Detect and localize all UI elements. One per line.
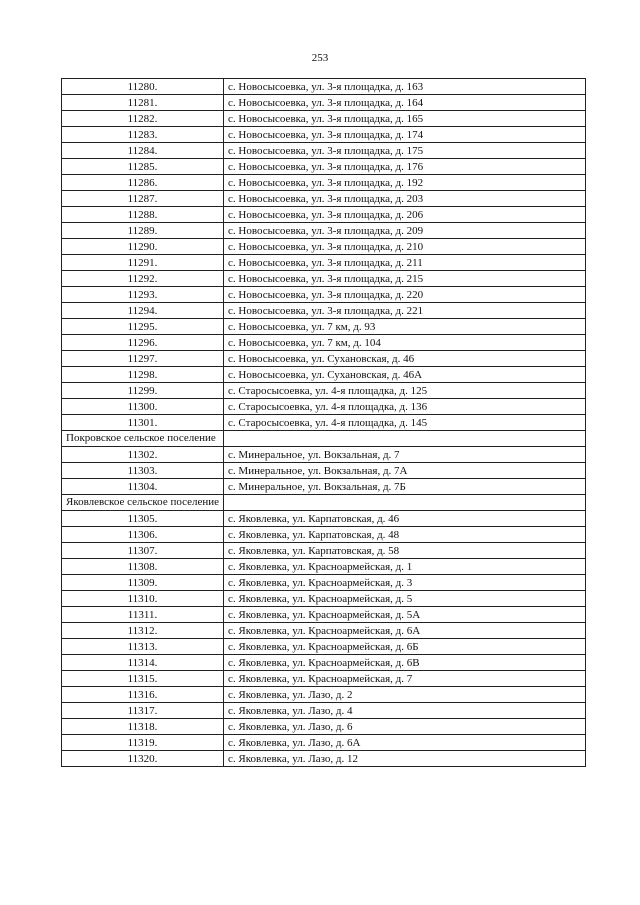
row-number: 11309.	[62, 575, 224, 591]
row-number: 11298.	[62, 367, 224, 383]
row-address: с. Яковлевка, ул. Красноармейская, д. 6Б	[224, 639, 586, 655]
table-row	[62, 319, 586, 335]
row-number: 11314.	[62, 655, 224, 671]
row-address: с. Новосысоевка, ул. 3-я площадка, д. 206	[224, 207, 586, 223]
row-number: 11282.	[62, 111, 224, 127]
table-row	[62, 367, 586, 383]
row-address: с. Новосысоевка, ул. 3-я площадка, д. 210	[224, 239, 586, 255]
row-number: 11310.	[62, 591, 224, 607]
row-number: 11284.	[62, 143, 224, 159]
table-row	[62, 671, 586, 687]
row-number: 11289.	[62, 223, 224, 239]
row-address: с. Яковлевка, ул. Красноармейская, д. 5	[224, 591, 586, 607]
address-registry-table	[61, 78, 586, 767]
row-address: с. Яковлевка, ул. Красноармейская, д. 3	[224, 575, 586, 591]
row-address: с. Новосысоевка, ул. 3-я площадка, д. 175	[224, 143, 586, 159]
row-number: 11297.	[62, 351, 224, 367]
table-row	[62, 687, 586, 703]
row-address: с. Новосысоевка, ул. 3-я площадка, д. 211	[224, 255, 586, 271]
row-address: с. Яковлевка, ул. Лазо, д. 4	[224, 703, 586, 719]
row-address: с. Яковлевка, ул. Красноармейская, д. 1	[224, 559, 586, 575]
row-address: с. Новосысоевка, ул. 3-я площадка, д. 221	[224, 303, 586, 319]
row-address: с. Новосысоевка, ул. 3-я площадка, д. 163	[224, 79, 586, 95]
row-address: с. Новосысоевка, ул. 3-я площадка, д. 215	[224, 271, 586, 287]
row-address: с. Яковлевка, ул. Красноармейская, д. 6В	[224, 655, 586, 671]
table-row	[62, 559, 586, 575]
row-number: 11304.	[62, 479, 224, 495]
table-row	[62, 623, 586, 639]
row-address: с. Яковлевка, ул. Карпатовская, д. 48	[224, 527, 586, 543]
row-address: с. Новосысоевка, ул. 3-я площадка, д. 209	[224, 223, 586, 239]
row-address: с. Старосысоевка, ул. 4-я площадка, д. 125	[224, 383, 586, 399]
row-address: с. Новосысоевка, ул. 3-я площадка, д. 176	[224, 159, 586, 175]
row-address: с. Новосысоевка, ул. Сухановская, д. 46	[224, 351, 586, 367]
row-address: с. Новосысоевка, ул. 3-я площадка, д. 165	[224, 111, 586, 127]
settlement-empty-cell	[224, 495, 586, 511]
row-number: 11303.	[62, 463, 224, 479]
row-address: с. Яковлевка, ул. Лазо, д. 2	[224, 687, 586, 703]
row-address: с. Старосысоевка, ул. 4-я площадка, д. 136	[224, 399, 586, 415]
table-row	[62, 543, 586, 559]
settlement-name: Покровское сельское поселение	[62, 431, 224, 447]
row-number: 11313.	[62, 639, 224, 655]
table-row	[62, 351, 586, 367]
row-number: 11299.	[62, 383, 224, 399]
row-number: 11311.	[62, 607, 224, 623]
table-row	[62, 703, 586, 719]
row-number: 11290.	[62, 239, 224, 255]
row-number: 11320.	[62, 751, 224, 767]
table-row	[62, 399, 586, 415]
row-address: с. Новосысоевка, ул. 7 км, д. 93	[224, 319, 586, 335]
row-number: 11316.	[62, 687, 224, 703]
table-row	[62, 735, 586, 751]
row-number: 11293.	[62, 287, 224, 303]
row-address: с. Минеральное, ул. Вокзальная, д. 7А	[224, 463, 586, 479]
row-number: 11319.	[62, 735, 224, 751]
row-address: с. Новосысоевка, ул. 3-я площадка, д. 192	[224, 175, 586, 191]
row-number: 11288.	[62, 207, 224, 223]
settlement-empty-cell	[224, 431, 586, 447]
table-row	[62, 271, 586, 287]
row-number: 11300.	[62, 399, 224, 415]
row-number: 11292.	[62, 271, 224, 287]
row-number: 11318.	[62, 719, 224, 735]
table-row	[62, 175, 586, 191]
row-address: с. Новосысоевка, ул. 3-я площадка, д. 164	[224, 95, 586, 111]
settlement-header-row	[62, 495, 586, 511]
table-row	[62, 191, 586, 207]
row-number: 11296.	[62, 335, 224, 351]
row-number: 11315.	[62, 671, 224, 687]
table-row	[62, 207, 586, 223]
table-row	[62, 575, 586, 591]
row-address: с. Минеральное, ул. Вокзальная, д. 7Б	[224, 479, 586, 495]
table-row	[62, 447, 586, 463]
row-address: с. Новосысоевка, ул. 3-я площадка, д. 220	[224, 287, 586, 303]
row-address: с. Яковлевка, ул. Лазо, д. 12	[224, 751, 586, 767]
row-number: 11307.	[62, 543, 224, 559]
row-address: с. Яковлевка, ул. Красноармейская, д. 5А	[224, 607, 586, 623]
table-row	[62, 287, 586, 303]
row-number: 11283.	[62, 127, 224, 143]
page-number: 253	[311, 52, 329, 64]
table-row	[62, 415, 586, 431]
table-row	[62, 479, 586, 495]
row-number: 11294.	[62, 303, 224, 319]
table-row	[62, 239, 586, 255]
row-address: с. Новосысоевка, ул. 7 км, д. 104	[224, 335, 586, 351]
table-row	[62, 335, 586, 351]
table-row	[62, 383, 586, 399]
row-number: 11305.	[62, 511, 224, 527]
row-number: 11295.	[62, 319, 224, 335]
row-address: с. Яковлевка, ул. Лазо, д. 6	[224, 719, 586, 735]
row-address: с. Новосысоевка, ул. 3-я площадка, д. 203	[224, 191, 586, 207]
settlement-name: Яковлевское сельское поселение	[62, 495, 224, 511]
table-row	[62, 591, 586, 607]
row-number: 11287.	[62, 191, 224, 207]
row-address: с. Яковлевка, ул. Карпатовская, д. 58	[224, 543, 586, 559]
row-address: с. Новосысоевка, ул. 3-я площадка, д. 174	[224, 127, 586, 143]
row-address: с. Яковлевка, ул. Красноармейская, д. 7	[224, 671, 586, 687]
row-address: с. Яковлевка, ул. Карпатовская, д. 46	[224, 511, 586, 527]
row-number: 11285.	[62, 159, 224, 175]
settlement-header-row	[62, 431, 586, 447]
table-row	[62, 463, 586, 479]
row-number: 11308.	[62, 559, 224, 575]
table-row	[62, 127, 586, 143]
table-row	[62, 143, 586, 159]
row-number: 11317.	[62, 703, 224, 719]
row-address: с. Яковлевка, ул. Лазо, д. 6А	[224, 735, 586, 751]
table-row	[62, 111, 586, 127]
table-row	[62, 95, 586, 111]
row-address: с. Старосысоевка, ул. 4-я площадка, д. 145	[224, 415, 586, 431]
table-row	[62, 527, 586, 543]
table-row	[62, 255, 586, 271]
row-address: с. Новосысоевка, ул. Сухановская, д. 46А	[224, 367, 586, 383]
row-address: с. Минеральное, ул. Вокзальная, д. 7	[224, 447, 586, 463]
table-row	[62, 639, 586, 655]
row-number: 11286.	[62, 175, 224, 191]
row-address: с. Яковлевка, ул. Красноармейская, д. 6А	[224, 623, 586, 639]
table-row	[62, 303, 586, 319]
table-row	[62, 751, 586, 767]
table-row	[62, 79, 586, 95]
table-row	[62, 655, 586, 671]
row-number: 11302.	[62, 447, 224, 463]
row-number: 11306.	[62, 527, 224, 543]
table-row	[62, 223, 586, 239]
row-number: 11312.	[62, 623, 224, 639]
table-row	[62, 719, 586, 735]
row-number: 11281.	[62, 95, 224, 111]
row-number: 11291.	[62, 255, 224, 271]
table-row	[62, 511, 586, 527]
row-number: 11280.	[62, 79, 224, 95]
row-number: 11301.	[62, 415, 224, 431]
table-row	[62, 159, 586, 175]
table-row	[62, 607, 586, 623]
registry-body	[62, 79, 586, 767]
